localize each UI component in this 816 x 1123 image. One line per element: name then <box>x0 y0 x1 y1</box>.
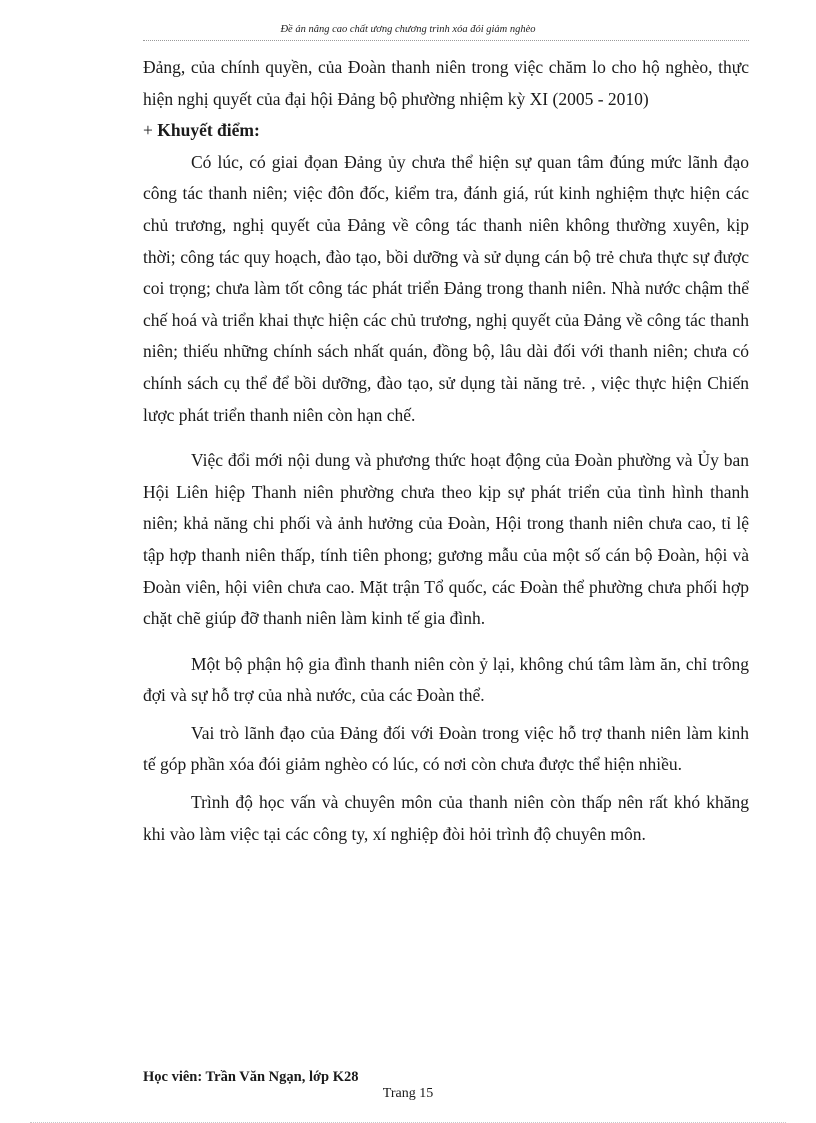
running-header: Đề án nâng cao chất ương chương trình xóa đói giảm nghèo <box>280 24 536 35</box>
page-number: Trang 15 <box>382 1086 434 1101</box>
paragraph-5: Trình độ học vấn và chuyên môn của thanh niên còn thấp nên rất khó khăng khi vào làm việc tại các công ty, xí nghiệp đòi hỏi trình độ chuyên môn. <box>143 792 749 844</box>
document-body <box>143 52 749 850</box>
header-divider <box>143 40 749 41</box>
section-heading <box>143 115 749 147</box>
footer-author: Học viên: Trần Văn Ngạn, lớp K28 <box>143 1069 359 1085</box>
paragraph-1: Có lúc, có giai đọan Đảng ủy chưa thể hiện sự quan tâm đúng mức lãnh đạo công tác thanh niên; việc đôn đốc, kiểm tra, đánh giá, rút kinh nghiệm thực hiện các chủ trương, nghị quyết của Đảng về công tác thanh niên không thường xuyên, kịp thời; công tác quy hoạch, đào tạo, bồi dưỡng và sử dụng cán bộ trẻ chưa thực sự được coi trọng; chưa làm tốt công tác phát triển Đảng trong thanh niên. Nhà nước chậm thể chế hoá và triển khai thực hiện các chủ trương, nghị quyết của Đảng về công tác thanh niên; thiếu những chính sách nhất quán, đồng bộ, lâu dài đối với thanh niên; chưa có chính sách cụ thể để bồi dưỡng, đào tạo, sử dụng tài năng trẻ. , việc thực hiện Chiến lược phát triển thanh niên còn hạn chế. <box>143 151 749 425</box>
heading-text: Khuyết điểm: <box>157 120 260 141</box>
paragraph-4: Vai trò lãnh đạo của Đảng đối với Đoàn trong việc hỗ trợ thanh niên làm kinh tế góp phần xóa đói giảm nghèo có lúc, có nơi còn chưa được thể hiện nhiều. <box>143 722 749 775</box>
paragraph-3: Một bộ phận hộ gia đình thanh niên còn ỷ lại, không chú tâm làm ăn, chỉ trông đợi và sự hỗ trợ của nhà nước, của các Đoàn thể. <box>143 653 749 706</box>
paragraph-2: Việc đổi mới nội dung và phương thức hoạt động của Đoàn phường và Ủy ban Hội Liên hiệp Thanh niên phường chưa theo kịp sự phát triển của tình hình thanh niên; khả năng chi phối và ảnh hưởng của Đoàn, Hội trong thanh niên chưa cao, tỉ lệ tập hợp thanh niên thấp, tính tiên phong; gương mẫu của một số cán bộ Đoàn, hội và Đoàn viên, hội viên chưa cao. Mặt trận Tổ quốc, các Đoàn thể phường chưa phối hợp chặt chẽ giúp đỡ thanh niên làm kinh tế gia đình. <box>143 450 749 629</box>
intro-continuation: Đảng, của chính quyền, của Đoàn thanh niên trong việc chăm lo cho hộ nghèo, thực hiện nghị quyết của đại hội Đảng bộ phường nhiệm kỳ XI (2005 - 2010) <box>143 57 749 109</box>
heading-prefix: + <box>143 120 158 141</box>
